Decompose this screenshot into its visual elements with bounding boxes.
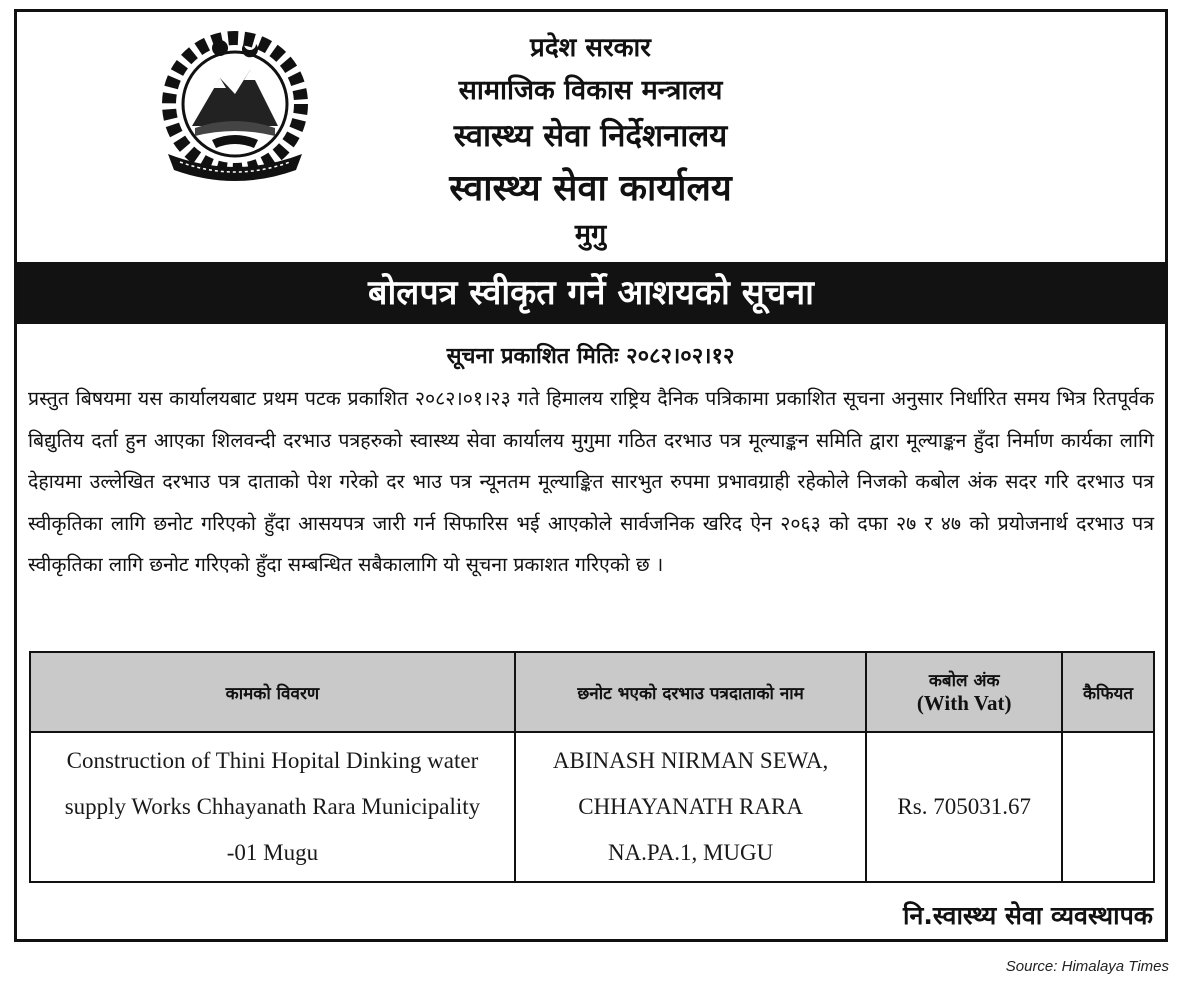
cell-amount: Rs. 705031.67 <box>866 732 1062 882</box>
notice-title: बोलपत्र स्वीकृत गर्ने आशयको सूचना <box>17 262 1165 324</box>
header-directorate: स्वास्थ्य सेवा निर्देशनालय <box>453 118 728 154</box>
source-credit: Source: Himalaya Times <box>1005 958 1169 975</box>
bidder-line: CHHAYANATH RARA <box>578 794 803 819</box>
col-header-amount <box>866 652 1062 732</box>
cell-bidder <box>515 732 866 882</box>
cell-remarks <box>1062 732 1154 882</box>
col-header-description: कामको विवरण <box>30 652 515 732</box>
description-line: -01 Mugu <box>226 840 319 865</box>
bidder-line: ABINASH NIRMAN SEWA, <box>552 748 829 773</box>
header-office: स्वास्थ्य सेवा कार्यालय <box>449 168 732 209</box>
col-header-amount-sub: (With Vat) <box>916 691 1012 715</box>
col-header-amount-main: कबोल अंक <box>928 671 1000 691</box>
description-line: Construction of Thini Hopital Dinking water <box>66 748 479 773</box>
notice-body: प्रस्तुत बिषयमा यस कार्यालयबाट प्रथम पटक प्रकाशित २०८२।०१।२३ गते हिमालय राष्ट्रिय दैनिक पत्रिकामा प्रकाशित सूचना अनुसार निर्धारित समय भित्र रितपूर्वक बिद्युतिय दर्ता हुन आएका शिलवन्दी दरभाउ पत्रहरुको स्वास्थ्य सेवा कार्यालय मुगुमा गठित दरभाउ पत्र मूल्याङ्कन समिति द्वारा मूल्याङ्कन हुँदा निर्माण कार्यका लागि देहायमा उल्लेखित दरभाउ पत्र दाताको पेश गरेको दर भाउ पत्र न्यूनतम मूल्याङ्कित सारभुत रुपमा प्रभावग्राही रहेकोले निजको कबोल अंक सदर गरि दरभाउ पत्र स्वीकृतिका लागि छनोट गरिएको हुँदा आसयपत्र जारी गर्न सिफारिस भई आएकोले सार्वजनिक खरिद ऐन २०६३ को दफा २७ र ४७ को प्रयोजनार्थ दरभाउ पत्र स्वीकृतिका लागि छनोट गरिएको हुँदा सम्बन्धित सबैकालागि यो सूचना प्रकाशत गरिएको छ । <box>28 387 1154 576</box>
table-row <box>30 732 1154 882</box>
bidder-line: NA.PA.1, MUGU <box>607 840 774 865</box>
cell-description <box>30 732 515 882</box>
description-line: supply Works Chhayanath Rara Municipality <box>64 794 481 819</box>
col-header-bidder: छनोट भएको दरभाउ पत्रदाताको नाम <box>515 652 866 732</box>
publish-date: सूचना प्रकाशित मितिः २०८२।०२।१२ <box>446 344 735 369</box>
header-district: मुगु <box>574 219 607 250</box>
header-ministry: सामाजिक विकास मन्त्रालय <box>458 75 723 106</box>
signature: नि.स्वास्थ्य सेवा व्यवस्थापक <box>902 901 1153 930</box>
award-table <box>29 651 1155 883</box>
header-government: प्रदेश सरकार <box>530 33 651 63</box>
table-header-row <box>30 652 1154 732</box>
col-header-remarks: कैफियत <box>1062 652 1154 732</box>
